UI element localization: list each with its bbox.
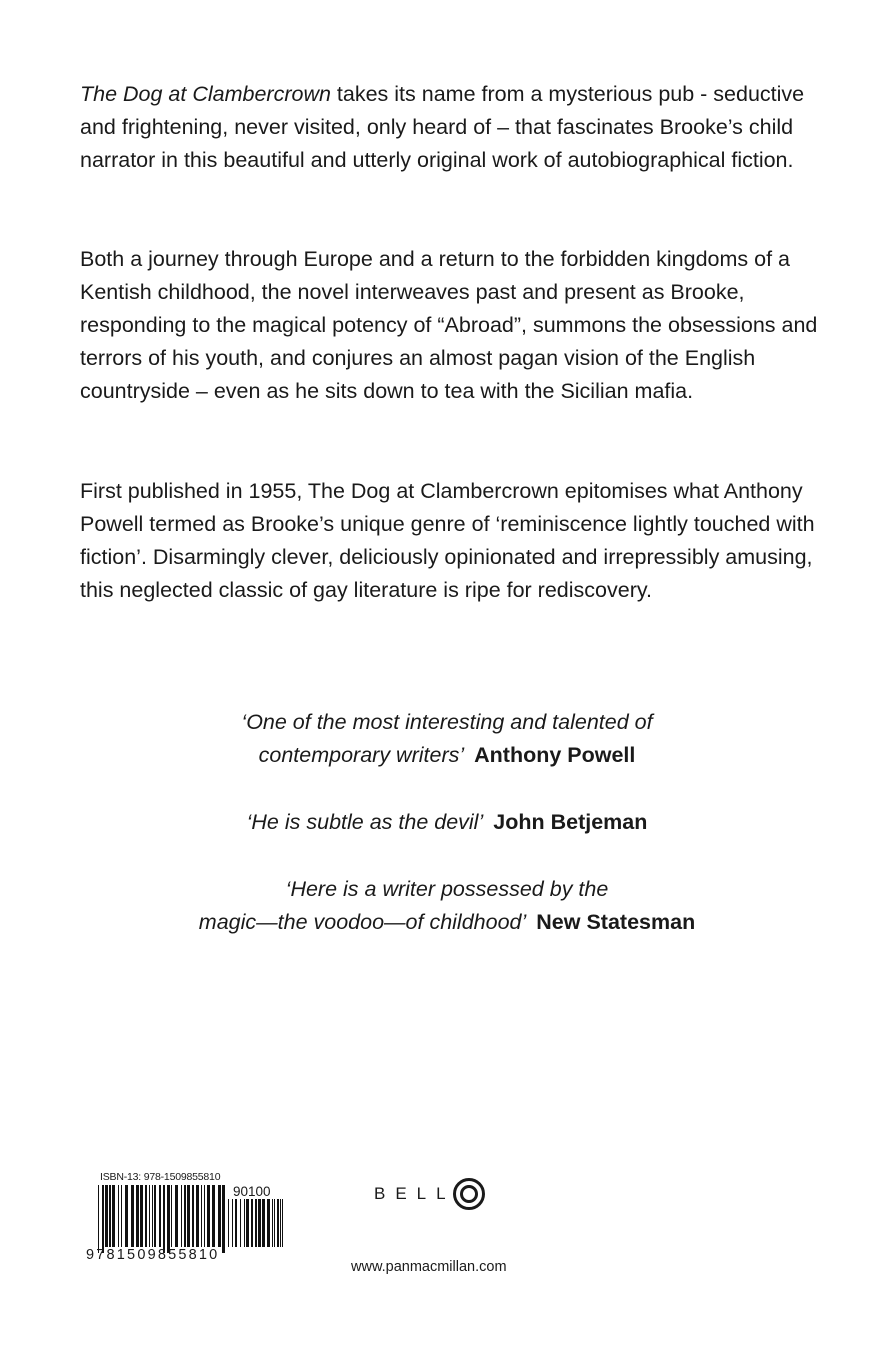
barcode-bar <box>255 1199 257 1247</box>
barcode-bar <box>212 1185 215 1247</box>
quote-line: contemporary writers’ <box>258 743 465 767</box>
logo-circle-icon <box>452 1177 486 1211</box>
publisher-logo <box>374 1174 486 1214</box>
barcode-bar <box>145 1185 147 1247</box>
barcode-bar <box>232 1199 233 1247</box>
barcode-bar <box>184 1185 186 1247</box>
barcode-bar <box>218 1185 221 1247</box>
barcode-bar <box>102 1185 104 1253</box>
barcode-bar <box>222 1185 225 1253</box>
quote-line: ‘He is subtle as the devil’ <box>246 810 484 834</box>
barcode-bar <box>262 1199 265 1247</box>
barcode-bar <box>175 1185 178 1247</box>
book-title: The Dog at Clambercrown <box>80 82 331 106</box>
barcode-bar <box>282 1199 283 1247</box>
barcode-bar <box>228 1199 229 1247</box>
barcode-bar <box>181 1185 182 1247</box>
barcode-bar <box>109 1185 111 1247</box>
barcode-bar <box>163 1185 165 1253</box>
quote-source: New Statesman <box>536 910 696 934</box>
barcode-bar <box>167 1185 170 1253</box>
barcode-bar <box>149 1185 150 1247</box>
isbn-label: ISBN-13: 978-1509855810 <box>100 1171 221 1183</box>
barcode-bar <box>274 1199 275 1247</box>
review-quote <box>80 806 814 839</box>
quote-source: John Betjeman <box>493 810 648 834</box>
barcode-bar <box>207 1185 210 1247</box>
review-quotes <box>80 706 814 973</box>
barcode-bar <box>192 1185 194 1247</box>
review-quote <box>80 706 814 772</box>
barcode-bar <box>121 1185 122 1247</box>
barcode-bar <box>136 1185 139 1247</box>
barcode-bar <box>272 1199 273 1247</box>
barcode-bar <box>98 1185 99 1253</box>
barcode-bar <box>154 1185 156 1247</box>
barcode-bar <box>112 1185 115 1247</box>
barcode-bar <box>196 1185 199 1247</box>
barcode-bar <box>201 1185 202 1247</box>
barcode-bar <box>240 1199 241 1247</box>
description-paragraph-3: First published in 1955, The Dog at Clambercrown epitomises what Anthony Powell termed as Brooke’s unique genre of ‘reminiscence lightly touched with fiction’. Disarmingly clever, deliciously opinionated and irrepressibly amusing, this neglected classic of gay literature is ripe for rediscovery. <box>80 479 815 602</box>
quote-line: ‘Here is a writer possessed by the <box>285 877 609 901</box>
barcode-bar <box>251 1199 253 1247</box>
barcode-bar <box>118 1185 119 1247</box>
barcode-bar <box>280 1199 281 1247</box>
barcode-bar <box>204 1185 205 1247</box>
barcode-bar <box>235 1199 237 1247</box>
barcode-bar <box>140 1185 143 1247</box>
barcode-bar <box>125 1185 128 1247</box>
logo-text: BELL <box>374 1184 456 1203</box>
description-paragraph-1 <box>80 78 820 177</box>
barcode-addon-bars <box>228 1199 288 1253</box>
barcode-bar <box>258 1199 261 1247</box>
barcode-bar <box>244 1199 245 1247</box>
isbn-barcode <box>86 1171 296 1271</box>
barcode-bar <box>131 1185 134 1247</box>
barcode-addon-number: 90100 <box>233 1184 271 1199</box>
barcode-bar <box>171 1185 172 1247</box>
barcode-bar <box>152 1185 153 1247</box>
paragraph-1-text: takes its name from a mysterious pub - seductive and frightening, never visited, only heard of – that fascinates Brooke’s child narrator in this beautiful and utterly original work of autobiographical fiction. <box>80 82 805 172</box>
quote-source: Anthony Powell <box>474 743 636 767</box>
barcode-bar <box>277 1199 279 1247</box>
barcode-digits: 9781509855810 <box>86 1247 220 1263</box>
barcode-bar <box>267 1199 270 1247</box>
quote-line: ‘One of the most interesting and talented of <box>241 710 653 734</box>
barcode-bar <box>159 1185 161 1247</box>
description-paragraph-2: Both a journey through Europe and a return to the forbidden kingdoms of a Kentish childhood, the novel interweaves past and present as Brooke, responding to the magical potency of “Abroad”, summons the obsessions and terrors of his youth, and conjures an almost pagan vision of the English countryside – even as he sits down to tea with the Sicilian mafia. <box>80 247 818 403</box>
barcode-main-bars <box>98 1185 226 1253</box>
barcode-bar <box>105 1185 108 1247</box>
barcode-bar <box>187 1185 190 1247</box>
review-quote <box>80 873 814 939</box>
publisher-url[interactable]: www.panmacmillan.com <box>351 1259 507 1275</box>
barcode-bar <box>246 1199 249 1247</box>
quote-line: magic—the voodoo—of childhood’ <box>198 910 527 934</box>
